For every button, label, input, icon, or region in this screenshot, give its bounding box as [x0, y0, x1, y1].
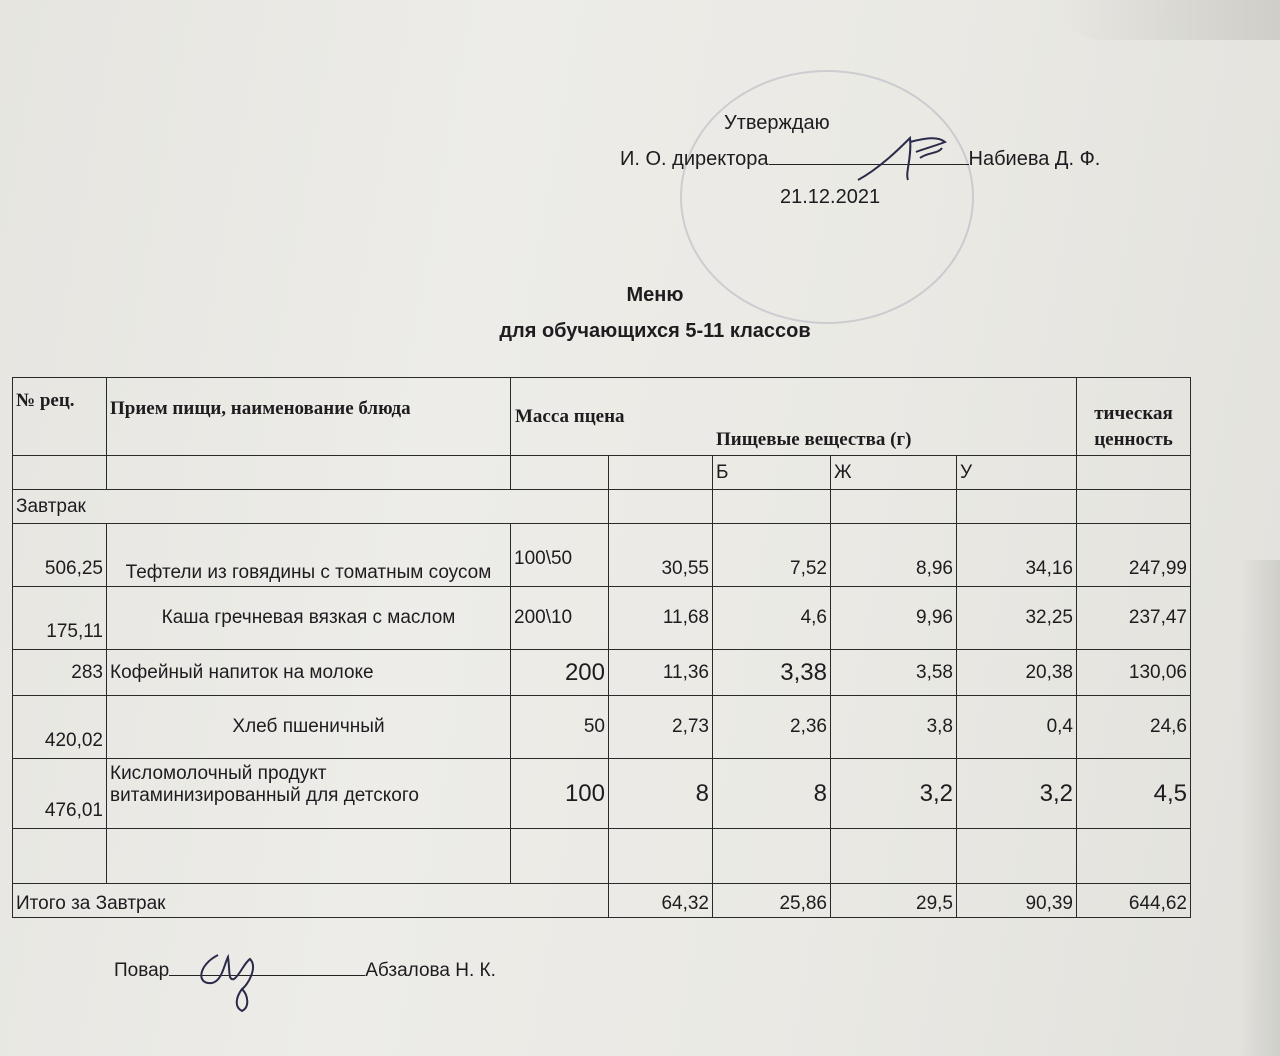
dish-energy: 247,99	[1077, 524, 1191, 587]
table-row	[13, 696, 1191, 759]
dish-proteins: 2,36	[713, 696, 831, 759]
total-row	[13, 884, 1191, 918]
empty-cell	[511, 456, 609, 490]
dish-carbs: 34,16	[957, 524, 1077, 587]
table-row	[13, 759, 1191, 829]
total-label: Итого за Завтрак	[13, 884, 609, 918]
dish-price: 11,36	[609, 650, 713, 696]
header-meal: Прием пищи, наименование блюда	[107, 378, 511, 456]
subheader-row	[13, 456, 1191, 490]
director-signature	[850, 128, 960, 190]
dish-name: Кофейный напиток на молоке	[107, 650, 511, 696]
dish-proteins: 7,52	[713, 524, 831, 587]
recipe-number: 283	[13, 650, 107, 696]
empty-cell	[107, 456, 511, 490]
empty-cell	[957, 490, 1077, 524]
empty-cell	[1077, 829, 1191, 884]
cook-line	[114, 960, 496, 982]
dish-mass: 100\50	[511, 524, 609, 587]
dish-mass: 50	[511, 696, 609, 759]
header-energy	[1077, 378, 1191, 456]
dish-price: 8	[609, 759, 713, 829]
director-position: И. О. директора	[620, 148, 769, 170]
empty-cell	[13, 829, 107, 884]
dish-price: 11,68	[609, 587, 713, 650]
menu-table	[12, 377, 1191, 918]
empty-cell	[107, 829, 511, 884]
empty-row	[13, 829, 1191, 884]
director-name: Набиева Д. Ф.	[968, 148, 1101, 170]
empty-cell	[713, 490, 831, 524]
dish-name: Тефтели из говядины с томатным соусом	[107, 524, 511, 587]
total-carbs: 90,39	[957, 884, 1077, 918]
header-nutrients: Пищевые вещества (г)	[713, 378, 1077, 456]
total-price: 64,32	[609, 884, 713, 918]
table-row	[13, 650, 1191, 696]
empty-cell	[831, 490, 957, 524]
header-energy-top: тическая	[1094, 403, 1173, 424]
empty-cell	[831, 829, 957, 884]
section-row	[13, 490, 1191, 524]
dish-name: Каша гречневая вязкая с маслом	[107, 587, 511, 650]
recipe-number: 476,01	[13, 759, 107, 829]
cook-name: Абзалова Н. К.	[365, 960, 496, 981]
empty-cell	[1077, 456, 1191, 490]
empty-cell	[511, 829, 609, 884]
dish-fats: 8,96	[831, 524, 957, 587]
empty-cell	[511, 490, 609, 524]
empty-cell	[609, 490, 713, 524]
dish-price: 2,73	[609, 696, 713, 759]
approval-date: 21.12.2021	[780, 186, 881, 208]
dish-energy: 4,5	[1077, 759, 1191, 829]
header-proteins: Б	[713, 456, 831, 490]
dish-carbs: 32,25	[957, 587, 1077, 650]
empty-cell	[713, 829, 831, 884]
header-fats: Ж	[831, 456, 957, 490]
empty-cell	[13, 456, 107, 490]
total-proteins: 25,86	[713, 884, 831, 918]
recipe-number: 506,25	[13, 524, 107, 587]
header-carbs: У	[957, 456, 1077, 490]
dish-proteins: 4,6	[713, 587, 831, 650]
shadow	[1060, 0, 1280, 40]
dish-name: Кисломолочный продукт витаминизированный для детского	[107, 759, 511, 829]
total-energy: 644,62	[1077, 884, 1191, 918]
dish-mass: 200	[511, 650, 609, 696]
header-energy-bottom: ценность	[1094, 429, 1173, 450]
dish-price: 30,55	[609, 524, 713, 587]
dish-carbs: 3,2	[957, 759, 1077, 829]
section-label: Завтрак	[13, 490, 511, 524]
recipe-number: 420,02	[13, 696, 107, 759]
dish-carbs: 0,4	[957, 696, 1077, 759]
dish-energy: 130,06	[1077, 650, 1191, 696]
header-row	[13, 378, 1191, 456]
empty-cell	[1077, 490, 1191, 524]
dish-energy: 237,47	[1077, 587, 1191, 650]
page-title: Меню	[626, 284, 684, 306]
dish-fats: 3,8	[831, 696, 957, 759]
table-row	[13, 524, 1191, 587]
cook-signature	[188, 945, 278, 1017]
approve-label: Утверждаю	[724, 112, 830, 134]
empty-cell	[609, 456, 713, 490]
header-recipe-no: № рец.	[13, 378, 107, 456]
shadow	[1240, 560, 1280, 1056]
total-fats: 29,5	[831, 884, 957, 918]
empty-cell	[957, 829, 1077, 884]
dish-proteins: 8	[713, 759, 831, 829]
dish-fats: 9,96	[831, 587, 957, 650]
dish-fats: 3,2	[831, 759, 957, 829]
recipe-number: 175,11	[13, 587, 107, 650]
dish-mass: 100	[511, 759, 609, 829]
empty-cell	[609, 829, 713, 884]
table-row	[13, 587, 1191, 650]
dish-proteins: 3,38	[713, 650, 831, 696]
dish-mass: 200\10	[511, 587, 609, 650]
dish-carbs: 20,38	[957, 650, 1077, 696]
cook-label: Повар	[114, 960, 170, 981]
dish-energy: 24,6	[1077, 696, 1191, 759]
page-subtitle: для обучающихся 5-11 классов	[499, 320, 811, 342]
dish-name: Хлеб пшеничный	[107, 696, 511, 759]
header-mass: Масса пцена	[511, 378, 713, 456]
dish-fats: 3,58	[831, 650, 957, 696]
